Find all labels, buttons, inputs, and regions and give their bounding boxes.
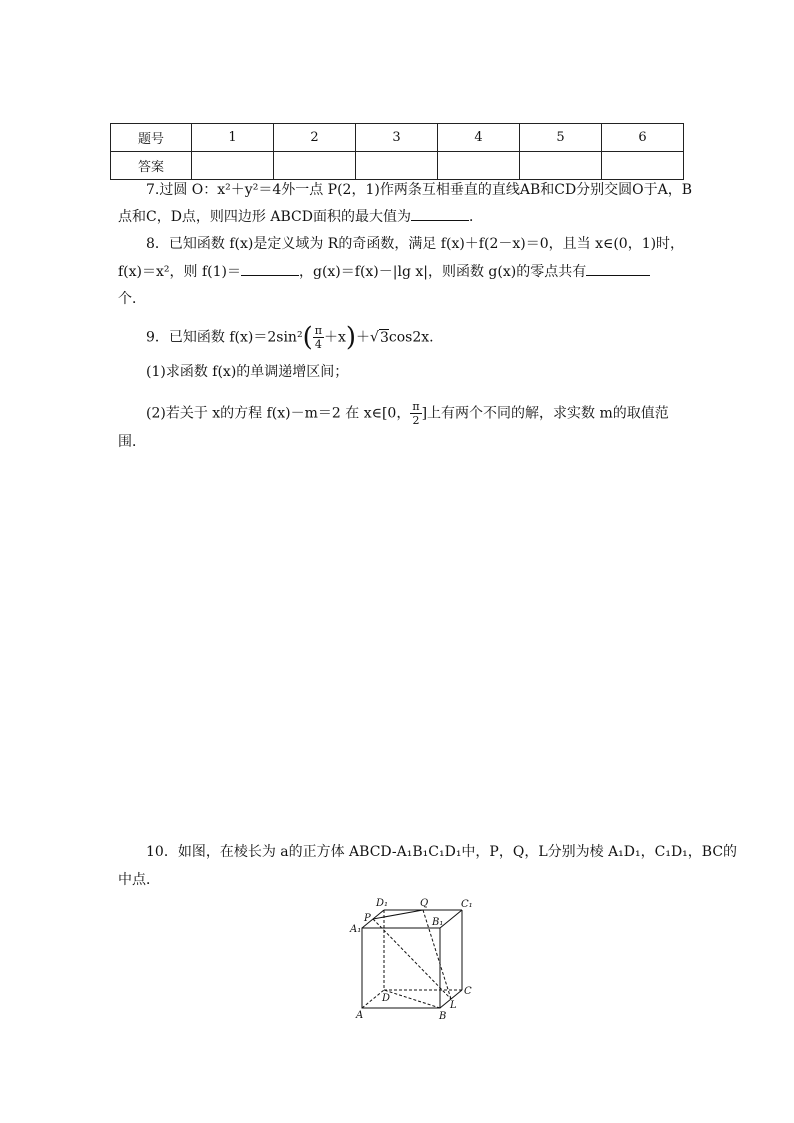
answer-row-label: 答案 [111, 152, 192, 180]
q10-line1: 10．如图，在棱长为 a的正方体 ABCD-A₁B₁C₁D₁中，P，Q，L分别为棱 A₁D₁，C₁D₁，BC的 [146, 844, 738, 860]
question-number: 6 [602, 124, 684, 152]
label-q: Q [420, 898, 429, 909]
question-number: 2 [274, 124, 356, 152]
answer-cell[interactable] [192, 152, 274, 180]
label-p: P [364, 913, 371, 924]
q9-part2-a: (2)若关于 x的方程 f(x)－m＝2 在 x∈[0， [146, 405, 411, 422]
label-c1: C₁ [461, 899, 473, 910]
q9-line1-c: ＋ [356, 329, 371, 346]
answer-cell[interactable] [356, 152, 438, 180]
q7-line2: 点和C，D点，则四边形 ABCD面积的最大值为 ． [118, 209, 483, 225]
hidden-diagonal [384, 990, 440, 1008]
label-b1: B₁ [432, 917, 444, 928]
sqrt-radicand: 3 [379, 329, 389, 346]
segment-pq [373, 910, 423, 919]
pi-over-2-fraction: $\frac{\pi}{2}$ [412, 400, 420, 427]
q7-line1: 7.过圆 O：x²＋y²＝4外一点 P(2，1)作两条互相垂直的直线AB和CD分别交圆O于A，B [146, 182, 693, 198]
label-d1: D₁ [376, 898, 389, 909]
hidden-edge-a-d [362, 990, 384, 1008]
label-d: D [382, 993, 391, 1004]
label-l: L [450, 1000, 457, 1011]
table-header-label: 题号 [111, 124, 192, 152]
q9-part1: (1)求函数 f(x)的单调递增区间； [146, 364, 349, 380]
q9-part2 [146, 400, 716, 427]
question-number: 5 [520, 124, 602, 152]
answer-cell[interactable] [520, 152, 602, 180]
cube-figure [340, 895, 490, 1025]
label-a1: A₁ [350, 924, 362, 935]
q8-answer-blank-2[interactable] [586, 263, 650, 276]
q8-line2-a: f(x)＝x²，则 f(1)＝ [118, 264, 241, 280]
question-number: 1 [192, 124, 274, 152]
pi-over-4-fraction: $\frac{\pi}{4}$ [314, 324, 322, 351]
q8-line2 [118, 262, 688, 282]
q9-line1-b: ＋x [323, 329, 346, 346]
q8-line2-b: ，g(x)＝f(x)－|lg x|，则函数 g(x)的零点共有 [298, 264, 587, 280]
question-number: 4 [438, 124, 520, 152]
q9-line1-a: 9．已知函数 f(x)＝2sin² [146, 329, 303, 346]
q7-line2-text: 点和C，D点，则四边形 ABCD面积的最大值为 [118, 209, 411, 225]
table-row [111, 124, 684, 152]
cube-front-face [362, 928, 440, 1008]
answer-cell[interactable] [274, 152, 356, 180]
q9-part2-end: 围． [118, 434, 146, 450]
answer-cell[interactable] [602, 152, 684, 180]
question-number: 3 [356, 124, 438, 152]
q9-line1: 9．已知函数 f(x)＝2sin²( $\frac{\pi}{4}$ ＋x)＋√3cos2x. [146, 322, 434, 353]
segment-pl [373, 919, 451, 999]
label-c: C [464, 986, 472, 997]
label-a: A [356, 1010, 364, 1021]
answer-table [110, 123, 684, 180]
q10-line2: 中点． [118, 872, 160, 888]
q8-answer-blank-1[interactable] [241, 263, 299, 276]
table-row [111, 152, 684, 180]
q8-line1: 8．已知函数 f(x)是定义域为 R的奇函数，满足 f(x)＋f(2－x)＝0，且当 x∈(0，1)时， [146, 236, 685, 252]
q9-line1-d: cos2x. [388, 329, 434, 346]
q9-part2-b: ]上有两个不同的解，求实数 m的取值范 [421, 405, 669, 422]
answer-cell[interactable] [438, 152, 520, 180]
q8-line3: 个． [118, 291, 146, 307]
label-b: B [439, 1011, 447, 1022]
q7-answer-blank[interactable] [411, 208, 469, 221]
